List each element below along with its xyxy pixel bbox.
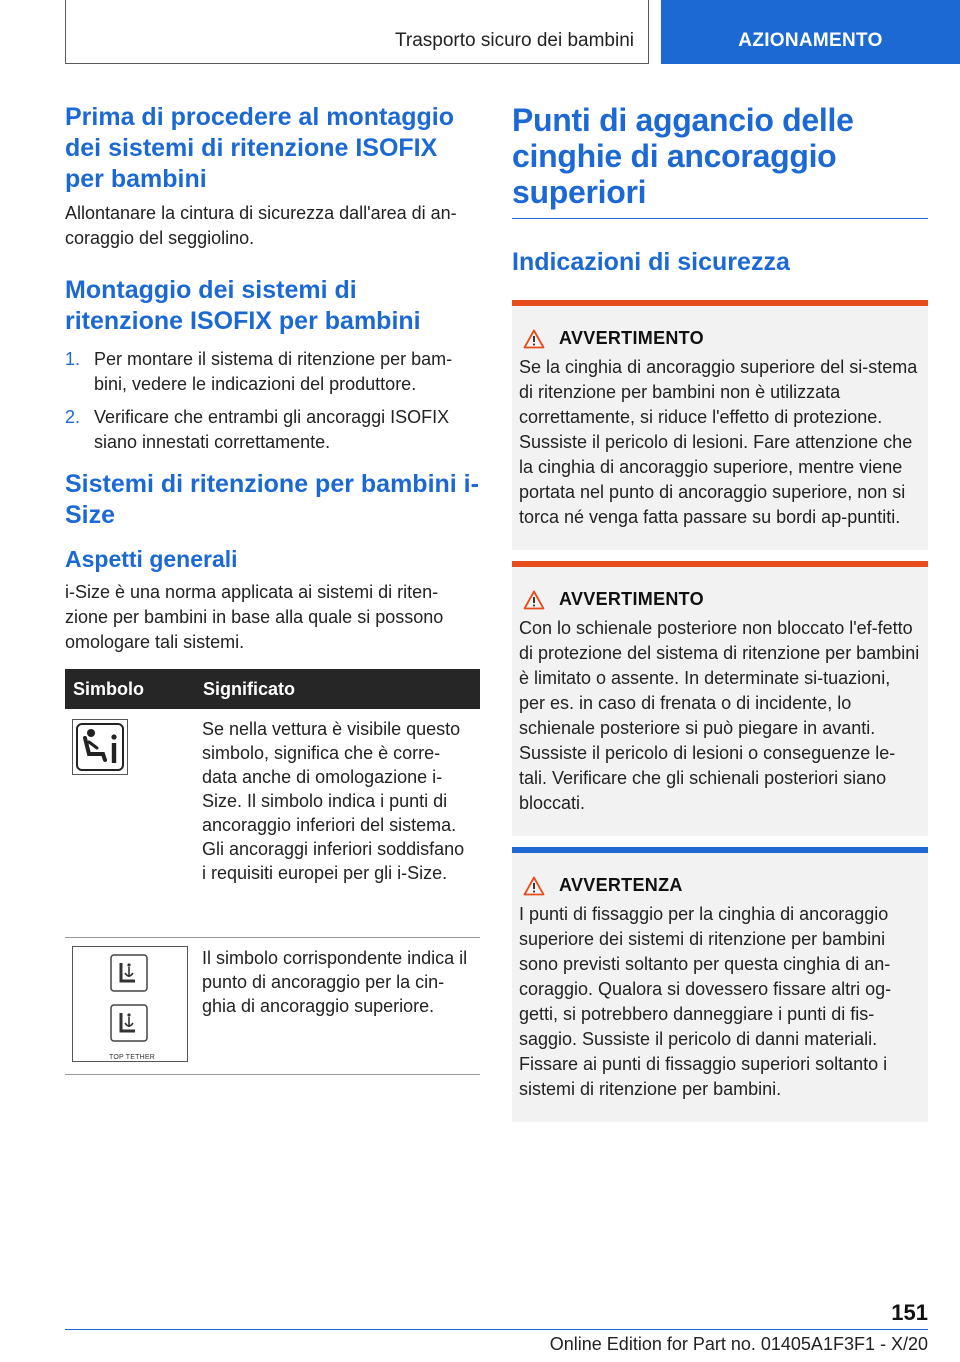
heading-safety-notes: Indicazioni di sicurezza xyxy=(512,248,790,276)
footer-divider xyxy=(65,1329,928,1330)
column-header-symbol: Simbolo xyxy=(65,669,195,709)
isize-meaning-cell: Se nella vettura è visibile questo simbolo, significa che è corre-data anche di omologazione i-Size. Il simbolo indica i punti di ancoraggio inferiori del sistema. Gli ancoraggi inferiori soddisfano i requisiti europei per gli i-Size. xyxy=(195,709,480,937)
mounting-steps-list xyxy=(65,347,480,455)
page-number: 151 xyxy=(891,1300,928,1325)
table-row xyxy=(65,709,480,937)
heading-before-mounting: Prima di procedere al montaggio dei sistemi di ritenzione ISOFIX per bambini xyxy=(65,103,454,193)
warning-title: AVVERTIMENTO xyxy=(559,328,704,348)
footer-edition: Online Edition for Part no. 01405A1F3F1 - X/20 xyxy=(549,1334,928,1354)
list-item: 1. Per montare il sistema di ritenzione per bam-bini, vedere le indicazioni del produttore. xyxy=(65,349,453,394)
top-tether-meaning-cell: Il simbolo corrispondente indica il punto di ancoraggio per la cin-ghia di ancoraggio superiore. xyxy=(195,937,480,1074)
paragraph-before-mounting: Allontanare la cintura di sicurezza dall'area di an-coraggio del seggiolino. xyxy=(65,203,457,248)
right-column xyxy=(512,102,928,1122)
warning-triangle-icon xyxy=(523,590,545,610)
heading-general: Aspetti generali xyxy=(65,546,238,572)
notice-box xyxy=(512,847,928,1122)
table-header-row xyxy=(65,669,480,709)
header-chapter-tab[interactable] xyxy=(661,0,960,64)
warning-box xyxy=(512,561,928,836)
header-section-title: Trasporto sicuro dei bambini xyxy=(394,30,634,51)
top-tether-caption: TOP TETHER xyxy=(109,1053,155,1061)
heading-isofix-mounting: Montaggio dei sistemi di ritenzione ISOFIX per bambini xyxy=(65,276,421,335)
list-item: 2. Verificare che entrambi gli ancoraggi ISOFIX siano innestati correttamente. xyxy=(65,407,450,452)
header-chapter-label: AZIONAMENTO xyxy=(738,30,883,51)
notice-title: AVVERTENZA xyxy=(559,875,683,895)
warning-text: Con lo schienale posteriore non bloccato l'ef-fetto di protezione del sistema di ritenzione per bambini è limitato o assente. In determinate si-tuazioni, per es. in caso di frenata o di incidente, lo schienale posteriore si può piegare in avanti. Sussiste il pericolo di lesioni o conseguenze le-tali. Verificare che gli schienali posteriori siano bloccati. xyxy=(519,618,920,813)
header-section-box xyxy=(65,0,649,64)
warning-title: AVVERTIMENTO xyxy=(559,589,704,609)
notice-text: I punti di fissaggio per la cinghia di ancoraggio superiore dei sistemi di ritenzione per bambini sono previsti soltanto per questa cinghia di an-coraggio. Qualora si dovessero fissare altri og-getti, si potrebbero danneggiare i punti di fis-saggio. Sussiste il pericolo di danni materiali. Fissare ai punti di fissaggio superiori soltanto i sistemi di ritenzione per bambini. xyxy=(519,904,892,1099)
top-tether-icon xyxy=(72,946,188,1062)
warning-text: Se la cinghia di ancoraggio superiore del si-stema di ritenzione per bambini non è utilizzata correttamente, si riduce l'effetto di protezione. Sussiste il pericolo di lesioni. Fare attenzione che la cinghia di ancoraggio superiore, mentre viene portata nel punto di ancoraggio superiore, non si torca né venga fatta passare su bordi ap-puntiti. xyxy=(519,357,918,527)
left-column xyxy=(65,102,480,1075)
symbol-table xyxy=(65,669,480,1075)
isize-seat-icon xyxy=(72,719,128,775)
warning-triangle-icon xyxy=(523,876,545,896)
warning-triangle-icon xyxy=(523,329,545,349)
column-header-meaning: Significato xyxy=(195,669,480,709)
paragraph-general: i-Size è una norma applicata ai sistemi di riten-zione per bambini in base alla quale si possono omologare tali sistemi. xyxy=(65,582,444,652)
warning-box xyxy=(512,300,928,550)
heading-isize: Sistemi di ritenzione per bambini i-Size xyxy=(65,470,479,529)
table-row xyxy=(65,937,480,1074)
heading-divider xyxy=(512,218,928,219)
heading-top-tether-points: Punti di aggancio delle cinghie di ancoraggio superiori xyxy=(512,102,854,210)
